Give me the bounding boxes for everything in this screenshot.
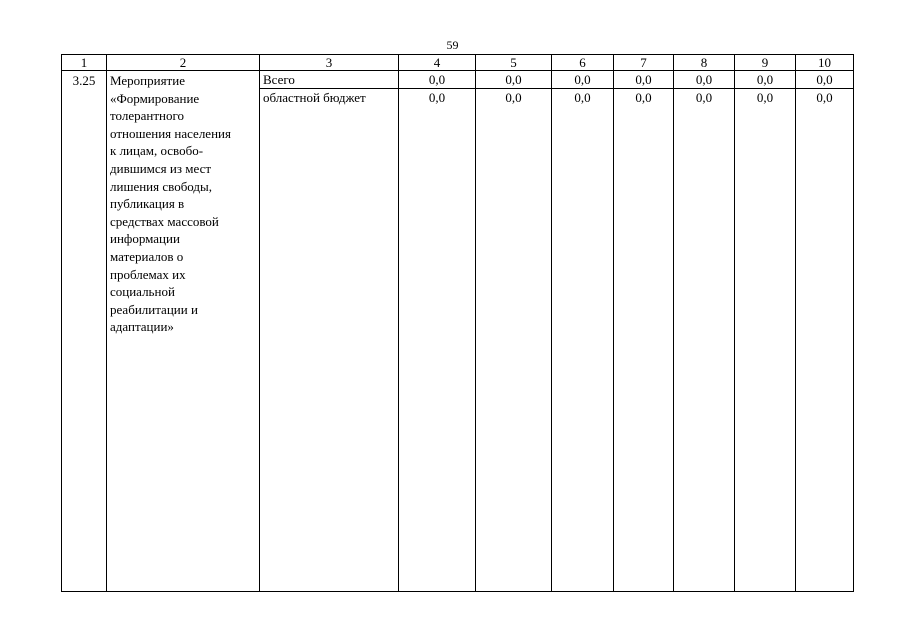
description-line: толерантного <box>110 108 184 124</box>
value-col-6 <box>552 71 614 592</box>
header-cell: 3 <box>260 55 399 71</box>
value-col-8 <box>674 71 735 592</box>
row-description <box>107 71 260 592</box>
value-col-7 <box>614 71 674 592</box>
description-line: средствах массовой <box>110 213 219 229</box>
header-cell: 9 <box>735 55 796 71</box>
value-cell: 0,0 <box>735 71 795 89</box>
description-line: социальной <box>110 284 175 300</box>
value-cell: 0,0 <box>476 71 551 89</box>
table-header-row <box>62 55 854 71</box>
header-cell: 10 <box>796 55 854 71</box>
value-col-4 <box>399 71 476 592</box>
value-cell: 0,0 <box>756 90 774 105</box>
budget-table <box>61 54 854 592</box>
header-cell: 8 <box>674 55 735 71</box>
value-cell: 0,0 <box>614 71 673 89</box>
source-regional-budget: областной бюджет <box>263 90 366 105</box>
description-line: дившимся из мест <box>110 160 212 176</box>
value-cell: 0,0 <box>552 71 613 89</box>
funding-source-cell <box>260 71 399 592</box>
description-line: информации <box>110 231 180 247</box>
description-line: материалов о <box>110 248 184 264</box>
header-cell: 2 <box>107 55 260 71</box>
description-line: публикация в <box>110 196 185 212</box>
description-line: к лицам, освобо- <box>110 143 204 159</box>
description-line: проблемах их <box>110 266 186 282</box>
header-cell: 5 <box>476 55 552 71</box>
value-cell: 0,0 <box>796 71 853 89</box>
description-line: адаптации» <box>110 319 174 335</box>
value-cell: 0,0 <box>674 71 734 89</box>
value-cell: 0,0 <box>505 90 522 105</box>
value-col-10 <box>796 71 854 592</box>
table-row <box>62 71 854 592</box>
description-line: «Формирование <box>110 90 200 106</box>
row-code <box>62 71 107 592</box>
value-cell: 0,0 <box>428 90 446 105</box>
page-number: 59 <box>446 38 459 52</box>
value-col-9 <box>735 71 796 592</box>
header-cell: 1 <box>62 55 107 71</box>
description-line: лишения свободы, <box>110 178 213 194</box>
description-line: реабилитации и <box>110 301 198 317</box>
header-cell: 4 <box>399 55 476 71</box>
value-cell: 0,0 <box>635 90 652 105</box>
header-cell: 6 <box>552 55 614 71</box>
row-code-text: 3.25 <box>72 73 96 88</box>
description-line: отношения населения <box>110 125 231 141</box>
source-total: Всего <box>260 71 398 89</box>
header-cell: 7 <box>614 55 674 71</box>
description-line: Мероприятие <box>110 73 185 88</box>
value-cell: 0,0 <box>816 90 833 105</box>
value-cell: 0,0 <box>695 90 713 105</box>
value-cell: 0,0 <box>574 90 591 105</box>
value-cell: 0,0 <box>399 71 475 89</box>
value-col-5 <box>476 71 552 592</box>
